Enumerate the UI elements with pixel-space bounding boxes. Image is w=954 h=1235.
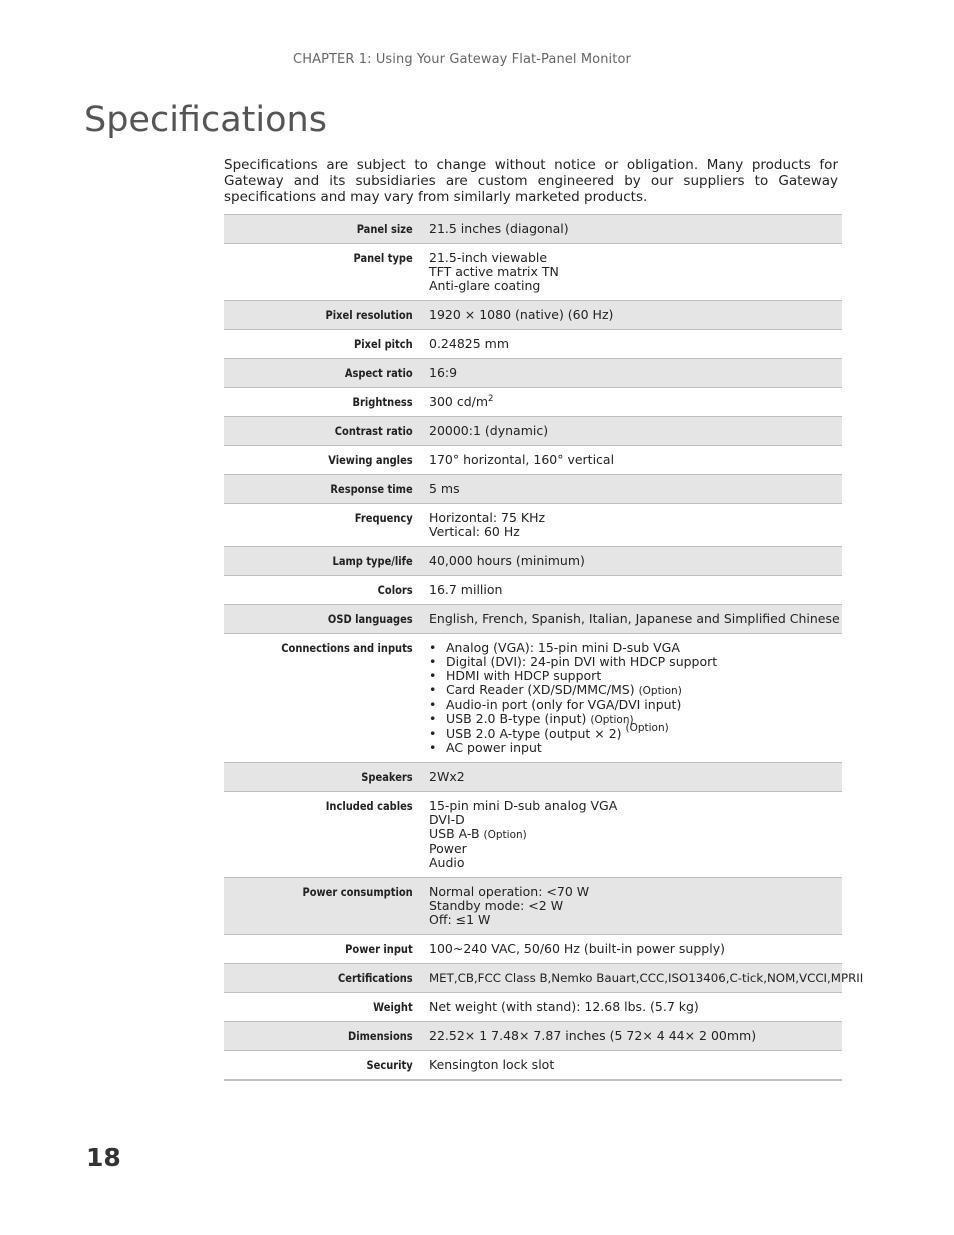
superscript: 2	[488, 393, 494, 404]
spec-value	[423, 547, 842, 576]
spec-label: Weight	[373, 1000, 413, 1014]
list-item: • USB 2.0 A-type (output × 2) $^{(Option)}$	[429, 727, 838, 741]
spec-label: Security	[366, 1058, 413, 1072]
spec-row-security	[224, 1051, 842, 1081]
list-item: • AC power input	[429, 741, 838, 755]
spec-value	[423, 417, 842, 446]
spec-label: Speakers	[361, 770, 413, 784]
spec-value-line: USB A-B (Option)	[429, 826, 527, 841]
spec-value-line: Audio	[429, 855, 465, 870]
spec-value-line: Anti-glare coating	[429, 278, 541, 293]
running-head: CHAPTER 1: Using Your Gateway Flat-Panel Monitor	[293, 52, 631, 67]
spec-row-brightness	[224, 388, 842, 417]
spec-value	[423, 964, 864, 993]
spec-row-connections	[224, 634, 842, 763]
spec-label: Certifications	[338, 971, 413, 985]
list-item: • Analog (VGA): 15-pin mini D-sub VGA	[429, 641, 838, 655]
spec-label: Aspect ratio	[344, 366, 413, 380]
spec-value-line: 21.5-inch viewable	[429, 250, 548, 265]
spec-value	[423, 935, 842, 964]
spec-value	[423, 605, 842, 634]
spec-label: Frequency	[354, 511, 413, 525]
spec-row-osd-languages	[224, 605, 842, 634]
spec-value-line: TFT active matrix TN	[429, 264, 559, 279]
spec-row-panel-size	[224, 215, 842, 244]
intro-paragraph: Specifications are subject to change without notice or obligation. Many products for Gateway and its subsidiaries are custom engineered by our suppliers to Gateway specifications and may vary from similarly marketed products.	[224, 157, 838, 205]
spec-value	[423, 1022, 842, 1051]
spec-label: Colors	[377, 583, 413, 597]
spec-label: Connections and inputs	[281, 641, 413, 655]
list-item: • Digital (DVI): 24-pin DVI with HDCP support	[429, 655, 838, 669]
spec-label: Contrast ratio	[334, 424, 413, 438]
list-item: • USB 2.0 B-type (input) (Option)	[429, 712, 838, 727]
spec-row-weight	[224, 993, 842, 1022]
spec-row-aspect-ratio	[224, 359, 842, 388]
spec-label: Panel type	[353, 251, 413, 265]
spec-row-power-consumption	[224, 878, 842, 935]
spec-label: Panel size	[356, 222, 413, 236]
spec-label: Power consumption	[302, 885, 413, 899]
spec-row-frequency	[224, 504, 842, 547]
spec-value-line: 0.24825 mm	[429, 336, 510, 351]
spec-row-speakers	[224, 763, 842, 792]
spec-label: Included cables	[325, 799, 413, 813]
spec-label: Lamp type/life	[332, 554, 413, 568]
spec-value	[423, 576, 842, 605]
spec-value-line: 16.7 million	[429, 582, 503, 597]
spec-value	[423, 244, 842, 301]
option-note: (Option)	[638, 685, 682, 697]
spec-row-dimensions	[224, 1022, 842, 1051]
spec-row-included-cables	[224, 792, 842, 878]
list-item: • Card Reader (XD/SD/MMC/MS) (Option)	[429, 683, 838, 698]
spec-value-line: 20000:1 (dynamic)	[429, 423, 549, 438]
spec-value-line: MET,CB,FCC Class B,Nemko Bauart,CCC,ISO13406,C-tick,NOM,VCCI,MPRII	[429, 971, 864, 985]
spec-value-line: Net weight (with stand): 12.68 lbs. (5.7 kg)	[429, 999, 699, 1014]
spec-value	[423, 634, 842, 763]
spec-value	[423, 359, 842, 388]
spec-row-contrast-ratio	[224, 417, 842, 446]
spec-row-lamp	[224, 547, 842, 576]
spec-row-certifications	[224, 964, 842, 993]
spec-row-pixel-pitch	[224, 330, 842, 359]
spec-row-response-time	[224, 475, 842, 504]
spec-value-line: 5 ms	[429, 481, 460, 496]
spec-value	[423, 792, 842, 878]
option-note: (Option)	[483, 829, 527, 841]
spec-row-colors	[224, 576, 842, 605]
spec-value	[423, 763, 842, 792]
spec-value	[423, 301, 842, 330]
spec-value-line: 22.52× 1 7.48× 7.87 inches (5 72× 4 44× 2 00mm)	[429, 1028, 757, 1043]
spec-value-line: Off: ≤1 W	[429, 912, 491, 927]
spec-value-line: Power	[429, 841, 467, 856]
list-item: • Audio-in port (only for VGA/DVI input)	[429, 698, 838, 712]
spec-value-line: 15-pin mini D-sub analog VGA	[429, 798, 618, 813]
spec-value-line: English, French, Spanish, Italian, Japanese and Simplified Chinese	[429, 611, 840, 626]
spec-label: Pixel resolution	[325, 308, 413, 322]
spec-value-line: 21.5 inches (diagonal)	[429, 221, 569, 236]
spec-value	[423, 1051, 842, 1081]
spec-value-line: Vertical: 60 Hz	[429, 524, 520, 539]
spec-value	[423, 504, 842, 547]
spec-row-pixel-resolution	[224, 301, 842, 330]
spec-label: Response time	[330, 482, 413, 496]
spec-row-panel-type	[224, 244, 842, 301]
connections-list	[429, 641, 838, 755]
list-item: • HDMI with HDCP support	[429, 669, 838, 683]
spec-value	[423, 878, 842, 935]
option-note: (Option)	[625, 721, 669, 734]
brightness-value: 300 cd/m	[429, 394, 489, 409]
spec-value-line: Horizontal: 75 KHz	[429, 510, 546, 525]
option-note: (Option)	[590, 714, 634, 726]
spec-value	[423, 993, 842, 1022]
page-number: 18	[86, 1143, 121, 1172]
spec-value-line: Normal operation: <70 W	[429, 884, 590, 899]
spec-value-line: Standby mode: <2 W	[429, 898, 564, 913]
specifications-table	[224, 214, 864, 1081]
spec-value	[423, 388, 842, 417]
spec-value	[423, 215, 842, 244]
spec-value-line: 40,000 hours (minimum)	[429, 553, 585, 568]
spec-value-line	[429, 395, 838, 409]
spec-value-line: 1920 × 1080 (native) (60 Hz)	[429, 307, 614, 322]
spec-label: Power input	[345, 942, 413, 956]
spec-label: Dimensions	[348, 1029, 413, 1043]
spec-label: Brightness	[352, 395, 413, 409]
spec-label: OSD languages	[327, 612, 413, 626]
spec-value	[423, 446, 842, 475]
spec-value-line: 16:9	[429, 365, 458, 380]
page-title: Specifications	[84, 100, 327, 140]
spec-value-line: Kensington lock slot	[429, 1057, 555, 1072]
spec-value-line: DVI-D	[429, 812, 465, 827]
spec-value-line: 170° horizontal, 160° vertical	[429, 452, 615, 467]
spec-value	[423, 330, 842, 359]
spec-value-line: 2Wx2	[429, 769, 465, 784]
spec-row-power-input	[224, 935, 842, 964]
spec-row-viewing-angles	[224, 446, 842, 475]
spec-value-line: 100~240 VAC, 50/60 Hz (built-in power supply)	[429, 941, 725, 956]
spec-value	[423, 475, 842, 504]
spec-label: Pixel pitch	[354, 337, 413, 351]
spec-label: Viewing angles	[328, 453, 413, 467]
